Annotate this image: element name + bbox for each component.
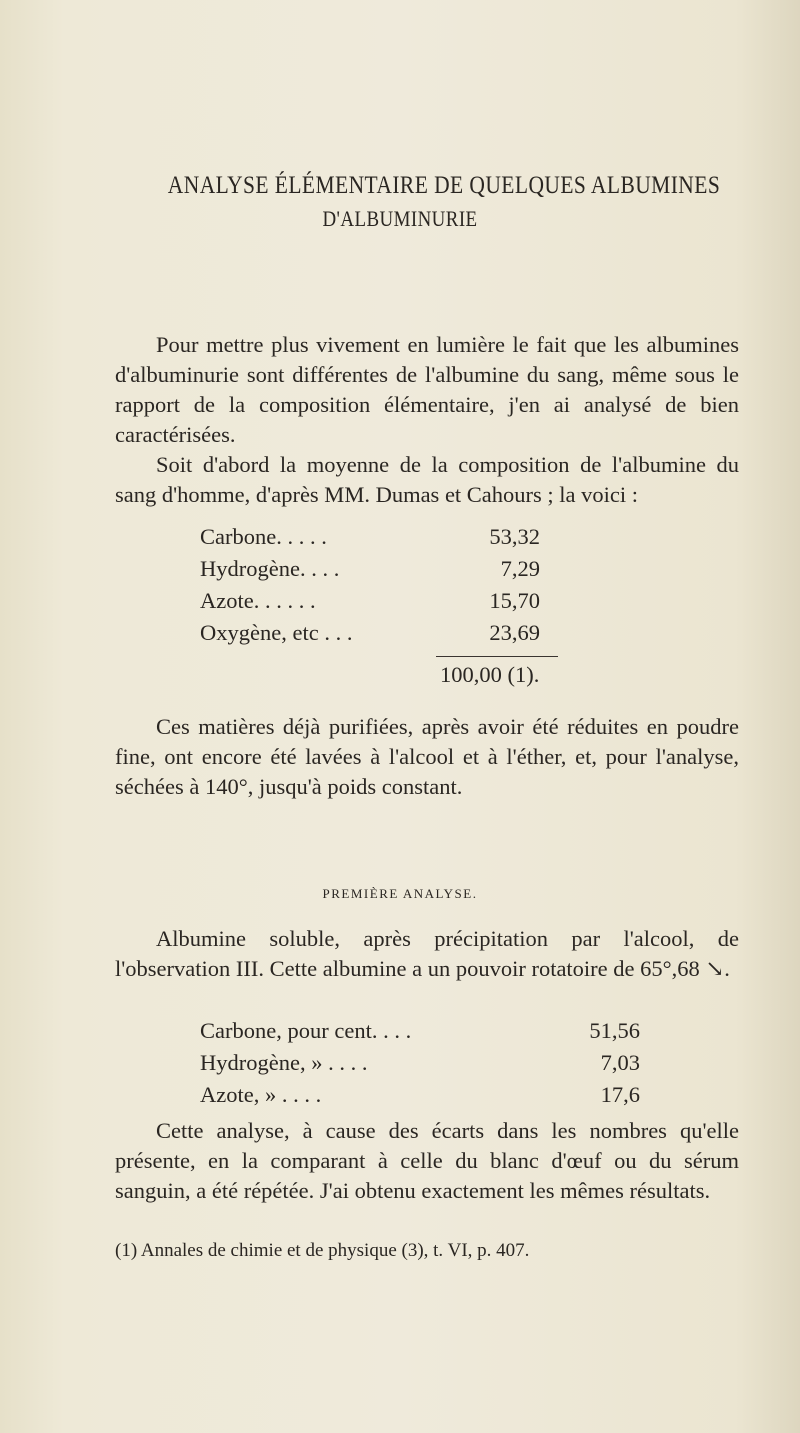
title-line-1: ANALYSE ÉLÉMENTAIRE DE QUELQUES ALBUMINES	[167, 172, 721, 199]
table-total-row	[200, 662, 600, 692]
element-value: 15,70	[489, 588, 540, 613]
element-value: 7,29	[500, 556, 540, 581]
element-label: Carbone. . . . .	[200, 524, 327, 549]
table-row	[200, 1018, 640, 1048]
element-value: 23,69	[489, 620, 540, 645]
paragraph-1: Pour mettre plus vivement en lumière le fait que les albumines d'albuminurie sont différentes de l'albumine du sang, même sous le rapport de la composition élémentaire, j'en ai analysé de bien caractérisées.	[115, 332, 739, 447]
paragraph-6: Cette analyse, à cause des écarts dans les nombres qu'elle présente, en la comparant à celle du blanc d'œuf ou du sérum sanguin, a été répétée. J'ai obtenu exactement les mêmes résultats.	[115, 1118, 739, 1203]
total-value: 100,00 (1).	[440, 662, 540, 687]
element-label: Hydrogène. . . .	[200, 556, 340, 581]
intro-paragraphs	[115, 330, 739, 510]
section-subheading: PREMIÈRE ANALYSE.	[322, 886, 478, 901]
table-row	[200, 588, 600, 618]
element-value: 17,6	[600, 1082, 640, 1107]
title-line-2: D'ALBUMINURIE	[322, 206, 478, 231]
paragraph-5-block	[115, 924, 739, 984]
footnote: (1) Annales de chimie et de physique (3), t. VI, p. 407.	[115, 1240, 530, 1261]
element-value: 7,03	[600, 1050, 640, 1075]
paragraph-6-block	[115, 1116, 739, 1206]
table-row	[200, 1050, 640, 1080]
paragraph-3: Ces matières déjà purifiées, après avoir été réduites en poudre fine, ont encore été lavées à l'alcool et à l'éther, et, pour l'analyse, séchées à 140°, jusqu'à poids constant.	[115, 714, 739, 799]
element-value: 51,56	[589, 1018, 640, 1043]
element-label: Azote, » . . . .	[200, 1082, 322, 1107]
table-row	[200, 556, 600, 586]
element-label: Azote. . . . . .	[200, 588, 316, 613]
sum-rule	[436, 656, 558, 657]
paragraph-5: Albumine soluble, après précipitation par l'alcool, de l'observation III. Cette albumine a un pouvoir rotatoire de 65°,68 ↘.	[115, 926, 739, 981]
table-row	[200, 1082, 640, 1112]
element-value: 53,32	[489, 524, 540, 549]
paragraph-3-block	[115, 712, 739, 802]
element-label: Hydrogène, » . . . .	[200, 1050, 368, 1075]
table-row	[200, 620, 600, 650]
element-label: Carbone, pour cent. . . .	[200, 1018, 412, 1043]
table-row	[200, 524, 600, 554]
paragraph-2: Soit d'abord la moyenne de la composition de l'albumine du sang d'homme, d'après MM. Dumas et Cahours ; la voici :	[115, 452, 739, 507]
element-label: Oxygène, etc . . .	[200, 620, 353, 645]
